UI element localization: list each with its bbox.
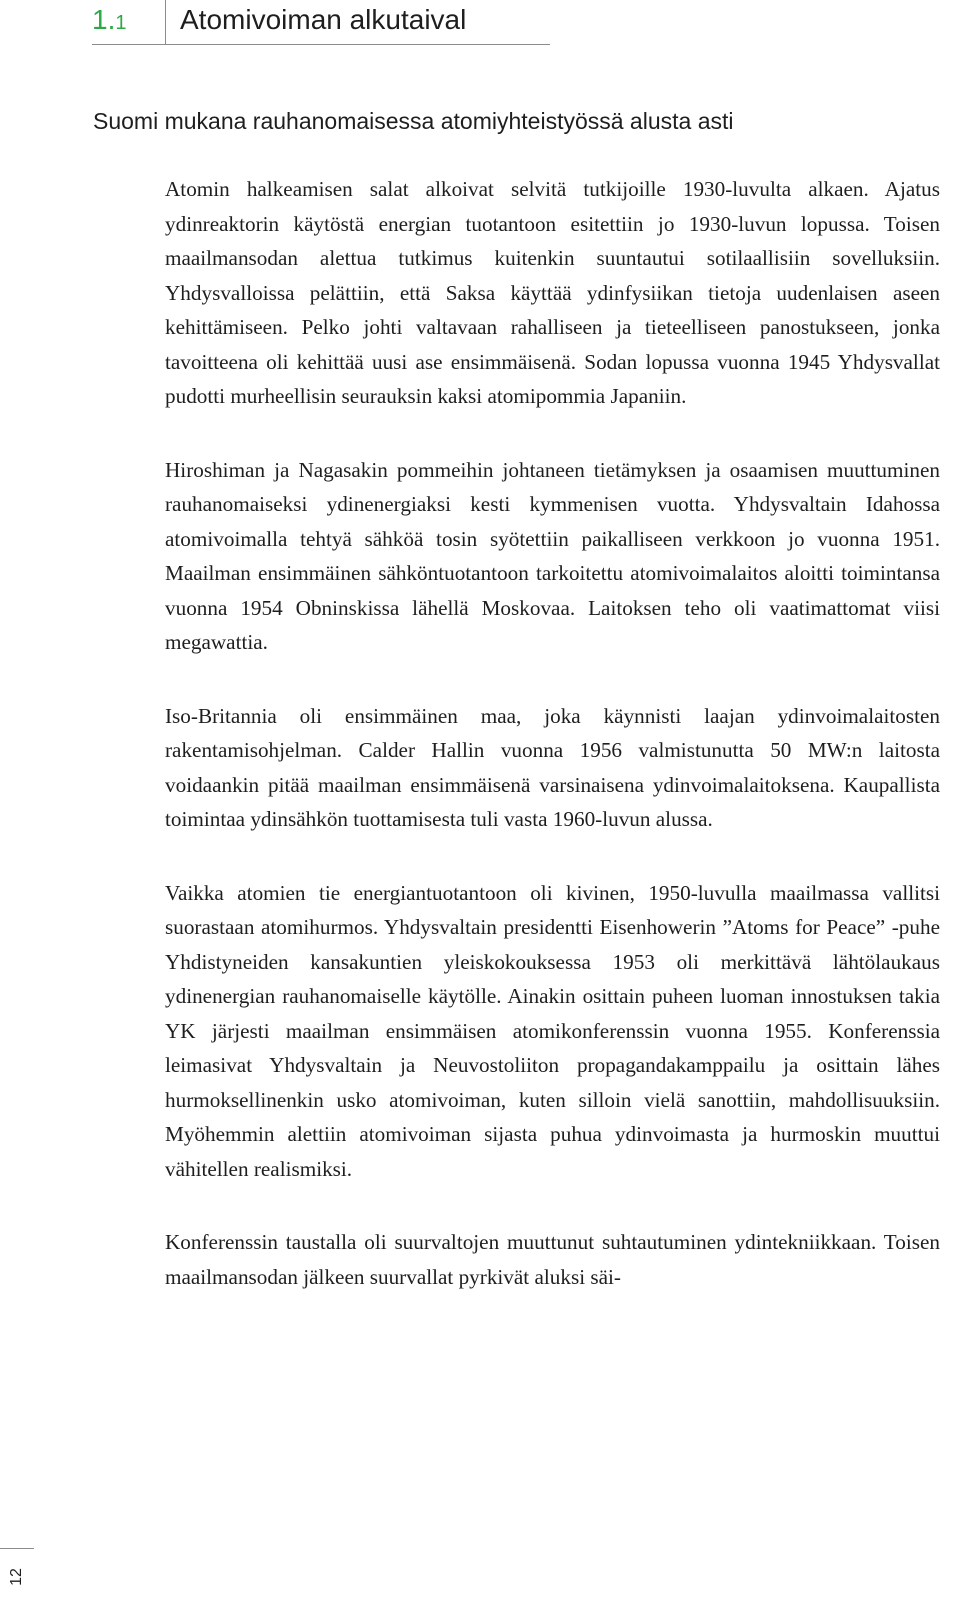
paragraph-1: Atomin halkeamisen salat alkoivat selvitä tutkijoille 1930-luvulta alkaen. Ajatus ydinreaktorin käytöstä energian tuotantoon esitettiin jo 1930-luvun lopussa. Toisen maailmansodan alettua tutkimus kuitenkin suuntautui sotilaallisiin sovelluksiin. Yhdysvalloissa pelättiin, että Saksa käyttää ydinfysiikan tietoja uudenlaisen aseen kehittämiseen. Pelko johti valtavaan rahalliseen ja tieteelliseen panostukseen, jonka tavoitteena oli kehittää uusi ase ensimmäisenä. Sodan lopussa vuonna 1945 Yhdysvallat pudotti murheellisin seurauksin kaksi atomipommia Japaniin.	[165, 177, 940, 408]
chapter-number-major: 1.	[92, 4, 116, 35]
paragraph-3: Iso-Britannia oli ensimmäinen maa, joka käynnisti laajan ydinvoimalaitosten rakentamisohjelman. Calder Hallin vuonna 1956 valmistunutta 50 MW:n laitosta voidaankin pitää maailman ensimmäisenä varsinaisena ydinvoimalaitoksena. Kaupallista toimintaa ydinsähkön tuottamisesta tuli vasta 1960-luvun alussa.	[165, 703, 940, 831]
paragraph-5: Konferenssin taustalla oli suurvaltojen muuttunut suhtautuminen ydintekniikkaan. Toisen maailmansodan jälkeen suurvallat pyrkivät aluksi säi-	[165, 1230, 940, 1289]
section-title: Suomi mukana rauhanomaisessa atomiyhteistyössä alusta asti	[93, 108, 734, 134]
page-margin-line	[0, 1548, 34, 1549]
page-number: 12	[8, 1568, 25, 1586]
chapter-divider	[165, 0, 166, 44]
paragraph-4: Vaikka atomien tie energiantuotantoon oli kivinen, 1950-luvulla maailmassa vallitsi suorastaan atomihurmos. Yhdysvaltain presidentti Eisenhowerin ”Atoms for Peace” -puhe Yhdistyneiden kansakuntien yleiskokouksessa 1953 oli merkittävä lähtölaukaus ydinenergian rauhanomaiselle käytölle. Ainakin osittain puheen luoman innostuksen takia YK järjesti maailman ensimmäisen atomikonferenssin vuonna 1955. Konferenssia leimasivat Yhdysvaltain ja Neuvostoliiton propagandakamppailu ja osittain lähes hurmoksellinenkin usko atomivoiman, kuten silloin vielä sanottiin, mahdollisuuksiin. Myöhemmin alettiin atomivoiman sijasta puhua ydinvoimasta ja hurmoskin muuttui vähitellen realismiksi.	[165, 880, 940, 1181]
chapter-header	[92, 0, 550, 45]
chapter-title: Atomivoiman alkutaival	[180, 4, 467, 35]
chapter-number	[92, 4, 126, 39]
body-text	[165, 172, 940, 1333]
chapter-number-minor: 1	[115, 12, 127, 34]
paragraph-2: Hiroshiman ja Nagasakin pommeihin johtaneen tietämyksen ja osaamisen muuttuminen rauhanomaiseksi ydinenergiaksi kesti kymmenisen vuotta. Yhdysvaltain Idahossa atomivoimalla tehtyä sähköä tosin syötettiin paikalliseen verkkoon jo vuonna 1951. Maailman ensimmäinen sähköntuotantoon tarkoitettu atomivoimalaitos aloitti toimintansa vuonna 1954 Obninskissa lähellä Moskovaa. Laitoksen teho oli vaatimattomat viisi megawattia.	[165, 457, 940, 654]
